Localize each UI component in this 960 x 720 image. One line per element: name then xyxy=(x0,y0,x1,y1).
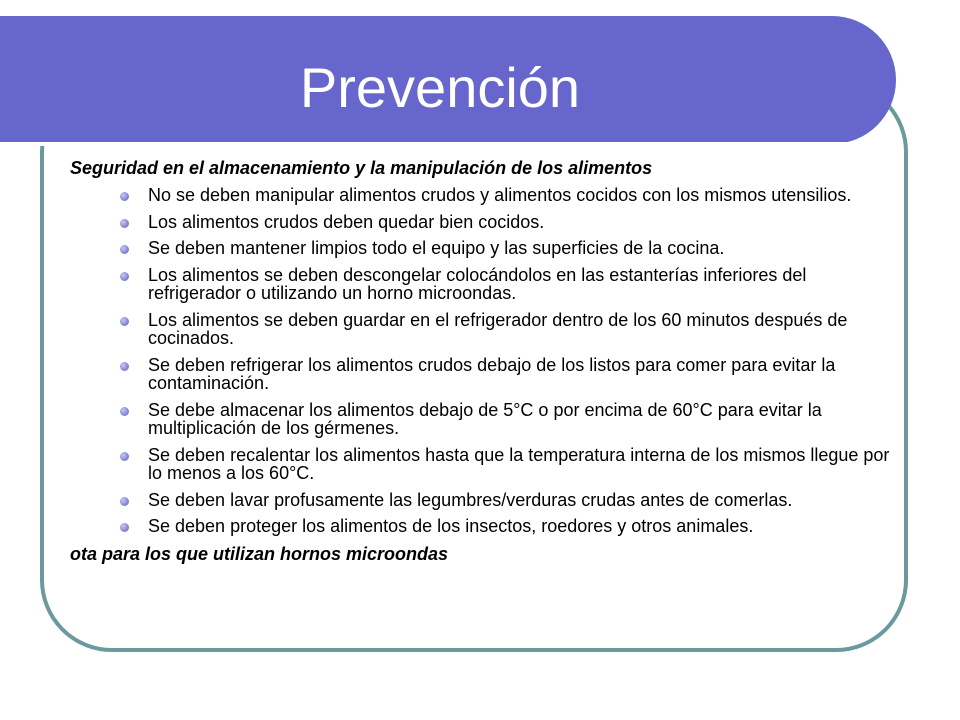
list-item xyxy=(70,356,890,393)
bullet-dot-icon xyxy=(120,362,129,371)
bullet-dot-icon xyxy=(120,407,129,416)
list-item xyxy=(70,266,890,303)
footer-note: ota para los que utilizan hornos microondas xyxy=(70,543,449,564)
list-item xyxy=(70,311,890,348)
list-item xyxy=(70,401,890,438)
list-item-text: Se debe almacenar los alimentos debajo de 5°C o por encima de 60°C para evitar la multiplicación de los gérmenes. xyxy=(148,399,822,438)
list-item xyxy=(70,517,890,536)
section-heading: Seguridad en el almacenamiento y la manipulación de los alimentos xyxy=(70,158,653,178)
bullet-dot-icon xyxy=(120,245,129,254)
list-item xyxy=(70,186,890,205)
list-item-text: Los alimentos se deben guardar en el refrigerador dentro de los 60 minutos después de cocinados. xyxy=(148,309,848,348)
list-item xyxy=(70,446,890,483)
bullet-dot-icon xyxy=(120,219,129,228)
list-item xyxy=(70,213,890,232)
list-item-text: Los alimentos se deben descongelar colocándolos en las estanterías inferiores del refrigerador o utilizando un horno microondas. xyxy=(148,264,807,303)
bullet-dot-icon xyxy=(120,272,129,281)
title-bar xyxy=(0,16,896,144)
list-item xyxy=(70,239,890,258)
list-item-text: Se deben lavar profusamente las legumbres/verduras crudas antes de comerlas. xyxy=(148,489,793,510)
bullet-list xyxy=(70,186,890,536)
slide-title: Prevención xyxy=(299,56,581,119)
slide-content xyxy=(70,158,890,565)
bullet-dot-icon xyxy=(120,523,129,532)
bullet-dot-icon xyxy=(120,192,129,201)
list-item-text: Se deben refrigerar los alimentos crudos debajo de los listos para comer para evitar la contaminación. xyxy=(148,354,836,393)
list-item-text: No se deben manipular alimentos crudos y alimentos cocidos con los mismos utensilios. xyxy=(148,185,852,205)
list-item-text: Se deben recalentar los alimentos hasta que la temperatura interna de los mismos llegue por lo menos a los 60°C. xyxy=(148,444,890,483)
bullet-dot-icon xyxy=(120,452,129,461)
bullet-dot-icon xyxy=(120,317,129,326)
list-item-text: Se deben mantener limpios todo el equipo y las superficies de la cocina. xyxy=(148,238,725,258)
list-item xyxy=(70,491,890,510)
list-item-text: Se deben proteger los alimentos de los insectos, roedores y otros animales. xyxy=(148,516,754,536)
list-item-text: Los alimentos crudos deben quedar bien cocidos. xyxy=(148,211,545,232)
title-underline xyxy=(0,142,848,146)
bullet-dot-icon xyxy=(120,497,129,506)
